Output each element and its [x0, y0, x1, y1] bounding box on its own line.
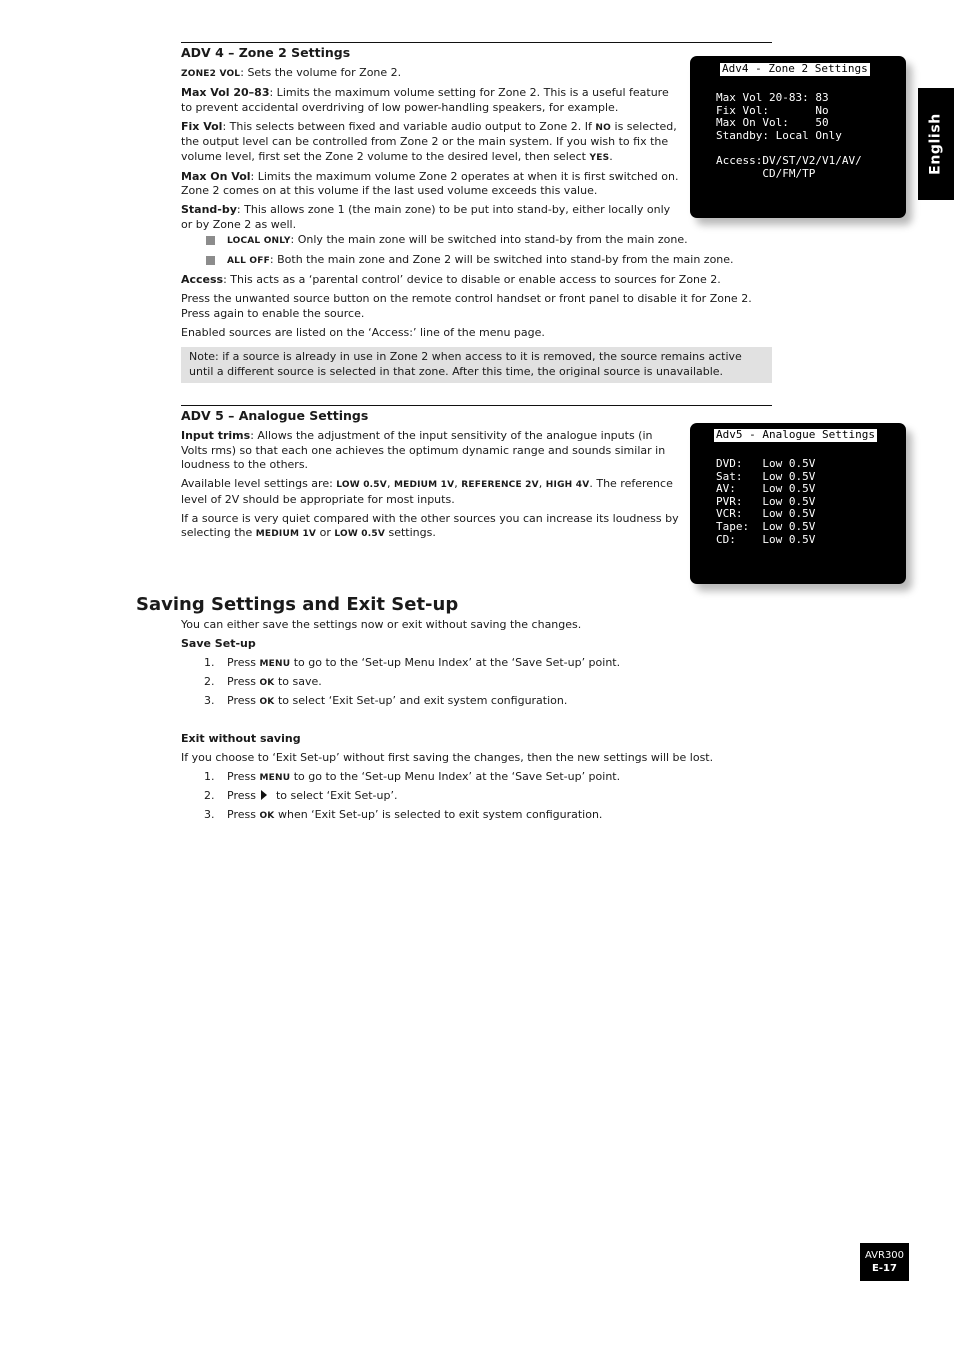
- quiet-paragraph: If a source is very quiet compared with the other sources you can increase its loudness by selecting the MEDIUM 1V or LOW 0.5V settings.: [181, 511, 679, 540]
- list-item: 2. Press to select ‘Exit Set-up’.: [204, 789, 398, 802]
- key-label: OK: [259, 678, 275, 688]
- enabled-paragraph: Enabled sources are listed on the ‘Access:’ line of the menu page.: [181, 325, 545, 339]
- save-steps-list: [181, 656, 801, 713]
- model-label: AVR300: [864, 1250, 905, 1261]
- save-setup-title: Save Set-up: [181, 637, 256, 650]
- exit-title: Exit without saving: [181, 732, 301, 745]
- adv4-title: ADV 4 – Zone 2 Settings: [181, 45, 351, 60]
- page-number: E-17: [872, 1263, 897, 1274]
- saving-intro: You can either save the settings now or exit without saving the changes.: [181, 618, 582, 631]
- lcd-line: CD: Low 0.5V: [716, 532, 816, 546]
- exit-intro: If you choose to ‘Exit Set-up’ without first saving the changes, then the new settings will be lost.: [181, 751, 714, 764]
- list-item: 3. Press OK to select ‘Exit Set-up’ and exit system configuration.: [204, 694, 568, 707]
- key-label: OK: [259, 811, 275, 821]
- arrow-right-icon: [261, 790, 267, 800]
- lcd-line: DVD: Low 0.5V: [716, 457, 816, 470]
- zone2vol-paragraph: ZONE2 VOL: Sets the volume for Zone 2.: [181, 66, 402, 79]
- language-tab-label: English: [927, 113, 944, 175]
- bullet-square-icon: [206, 236, 215, 245]
- page-number-badge: [860, 1243, 909, 1281]
- lcd-analogue-display: [690, 423, 906, 584]
- adv5-body: [181, 429, 681, 546]
- language-tab: [918, 88, 954, 200]
- lcd-line: Sat: Low 0.5V: [716, 469, 816, 483]
- standby-paragraph: Stand-by: This allows zone 1 (the main zone) to be put into stand-by, either locally only or by Zone 2 as well.: [181, 203, 671, 231]
- note-box: Note: if a source is already in use in Zone 2 when access to it is removed, the source remains active until a different source is selected in that zone. After this time, the original source is unavailable.: [181, 347, 772, 383]
- key-label: OK: [259, 697, 275, 707]
- fixvol-paragraph: Fix Vol: This selects between fixed and variable audio output to Zone 2. If NO is selected, the output level can be controlled from Zone 2 or the main system. If you wish to fix the volume level, first set the Zone 2 volume to the desired level, then select YES.: [181, 119, 677, 163]
- adv4-body-wide: [181, 233, 772, 340]
- maxon-paragraph: Max On Vol: Limits the maximum volume Zone 2 operates at when it is first switched on. Zone 2 comes on at this volume if the last used volume exceeds this value.: [181, 169, 679, 198]
- section-rule-adv4: [181, 42, 772, 43]
- list-item: 3. Press OK when ‘Exit Set-up’ is selected to exit system configuration.: [204, 808, 603, 821]
- lcd-line: Access:DV/ST/V2/V1/AV/: [716, 154, 862, 167]
- trims-paragraph: Input trims: Allows the adjustment of the input sensitivity of the analogue inputs (in Volts rms) so that each one achieves the optimum dynamic range and sounds similar in loudness to the others.: [181, 429, 666, 472]
- access-paragraph: Access: This acts as a ‘parental control’ device to disable or enable access to sources for Zone 2.: [181, 272, 721, 286]
- press-paragraph: Press the unwanted source button on the remote control handset or front panel to disable it for Zone 2. Press again to enable the source.: [181, 291, 752, 320]
- lcd-zone2-display: [690, 56, 906, 218]
- list-item: 2. Press OK to save.: [204, 675, 322, 688]
- key-label: MENU: [259, 659, 291, 669]
- lcd-line: Fix Vol: No: [716, 103, 829, 117]
- bullet-local-only: LOCAL ONLY: Only the main zone will be switched into stand-by from the main zone.: [181, 233, 772, 249]
- lcd-line: Tape: Low 0.5V: [716, 520, 816, 533]
- lcd-header: Adv4 - Zone 2 Settings: [722, 62, 868, 75]
- list-item: 1. Press MENU to go to the ‘Set-up Menu Index’ at the ‘Save Set-up’ point.: [204, 770, 621, 783]
- saving-heading: Saving Settings and Exit Set-up: [136, 594, 459, 615]
- lcd-line: VCR: Low 0.5V: [716, 507, 816, 521]
- levels-paragraph: Available level settings are: LOW 0.5V, MEDIUM 1V, REFERENCE 2V, HIGH 4V. The reference level of 2V should be appropriate for most inputs.: [181, 477, 673, 506]
- lcd-line: Max On Vol: 50: [716, 116, 829, 130]
- lcd-line: PVR: Low 0.5V: [716, 494, 816, 508]
- bullet-all-off: ALL OFF: Both the main zone and Zone 2 will be switched into stand-by from the main zone.: [181, 253, 772, 269]
- adv4-body: [181, 66, 681, 237]
- lcd-line: Max Vol 20-83: 83: [716, 91, 829, 104]
- lcd-line: Standby: Local Only: [716, 128, 842, 142]
- maxvol-paragraph: Max Vol 20–83: Limits the maximum volume setting for Zone 2. This is a useful feature to prevent accidental overdriving of low power-handling speakers, for example.: [181, 85, 669, 114]
- section-rule-adv5: [181, 405, 772, 406]
- lcd-line: CD/FM/TP: [716, 166, 816, 180]
- adv5-title: ADV 5 – Analogue Settings: [181, 408, 369, 423]
- lcd-header: Adv5 - Analogue Settings: [716, 428, 875, 441]
- exit-steps-list: [181, 770, 801, 827]
- lcd-line: AV: Low 0.5V: [716, 482, 816, 496]
- bullet-square-icon: [206, 256, 215, 265]
- key-label: MENU: [259, 773, 291, 783]
- list-item: 1. Press MENU to go to the ‘Set-up Menu Index’ at the ‘Save Set-up’ point.: [204, 656, 621, 669]
